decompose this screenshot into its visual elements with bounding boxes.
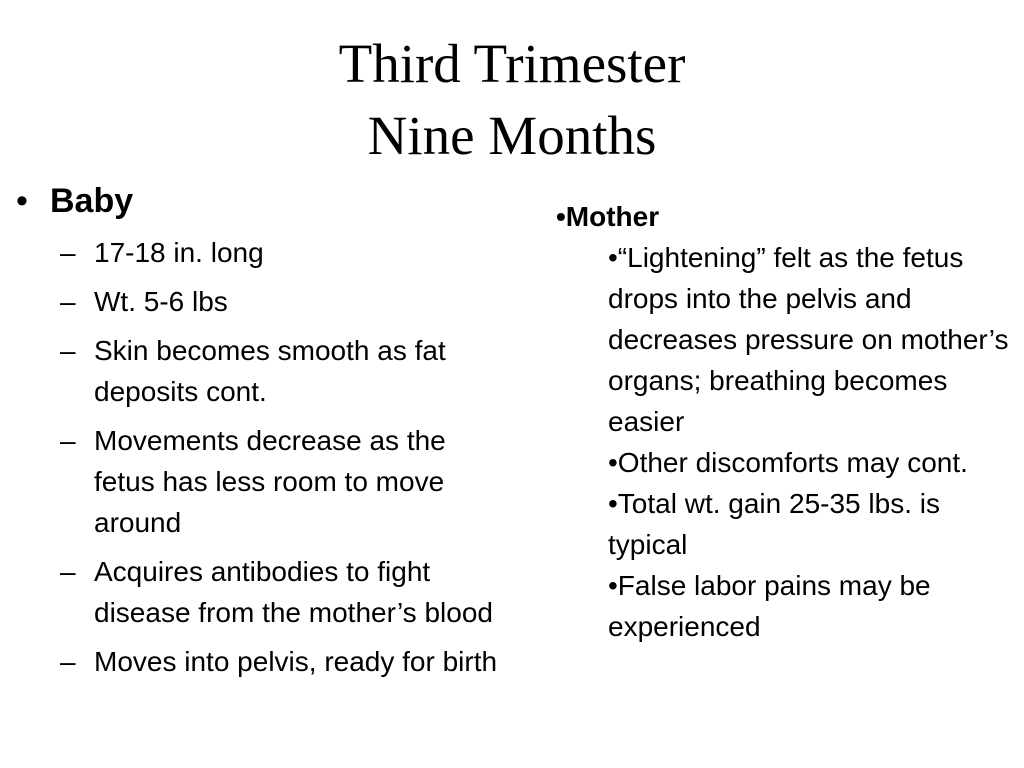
baby-heading-item [14, 178, 504, 224]
mother-item-false-labor: •False labor pains may be experienced [608, 570, 931, 642]
list-item-text: Skin becomes smooth as fat deposits cont. [94, 335, 446, 407]
list-item-text: Movements decrease as the fetus has less room to move around [94, 425, 446, 538]
list-item-text: Wt. 5-6 lbs [94, 286, 228, 317]
list-item-text: Acquires antibodies to fight disease from the mother’s blood [94, 556, 493, 628]
mother-column [556, 196, 1022, 647]
baby-item-antibodies [14, 551, 504, 633]
baby-item-weight [14, 281, 504, 322]
baby-item-skin [14, 330, 504, 412]
baby-item-pelvis [14, 641, 504, 682]
baby-list [14, 232, 504, 682]
mother-item-discomforts: •Other discomforts may cont. [608, 447, 968, 478]
title-line-1: Third Trimester [338, 33, 686, 94]
dash-glyph: – [60, 237, 76, 268]
dash-glyph: – [60, 425, 76, 456]
baby-column [14, 178, 504, 690]
mother-item-weight-gain: •Total wt. gain 25-35 lbs. is typical [608, 488, 940, 560]
baby-heading: Baby [50, 182, 134, 220]
dash-glyph: – [60, 286, 76, 317]
mother-heading: •Mother [556, 201, 660, 232]
mother-list [556, 237, 1022, 647]
dash-glyph: – [60, 335, 76, 366]
mother-item-lightening: •“Lightening” felt as the fetus drops into the pelvis and decreases pressure on mother’s organs; breathing becomes easier [608, 242, 1009, 437]
slide-title [0, 28, 1024, 172]
baby-item-movements [14, 420, 504, 543]
bullet-glyph: • [16, 182, 28, 220]
dash-glyph: – [60, 556, 76, 587]
dash-glyph: – [60, 646, 76, 677]
list-item-text: 17-18 in. long [94, 237, 264, 268]
baby-item-length [14, 232, 504, 273]
title-line-2: Nine Months [367, 105, 657, 166]
list-item-text: Moves into pelvis, ready for birth [94, 646, 498, 677]
